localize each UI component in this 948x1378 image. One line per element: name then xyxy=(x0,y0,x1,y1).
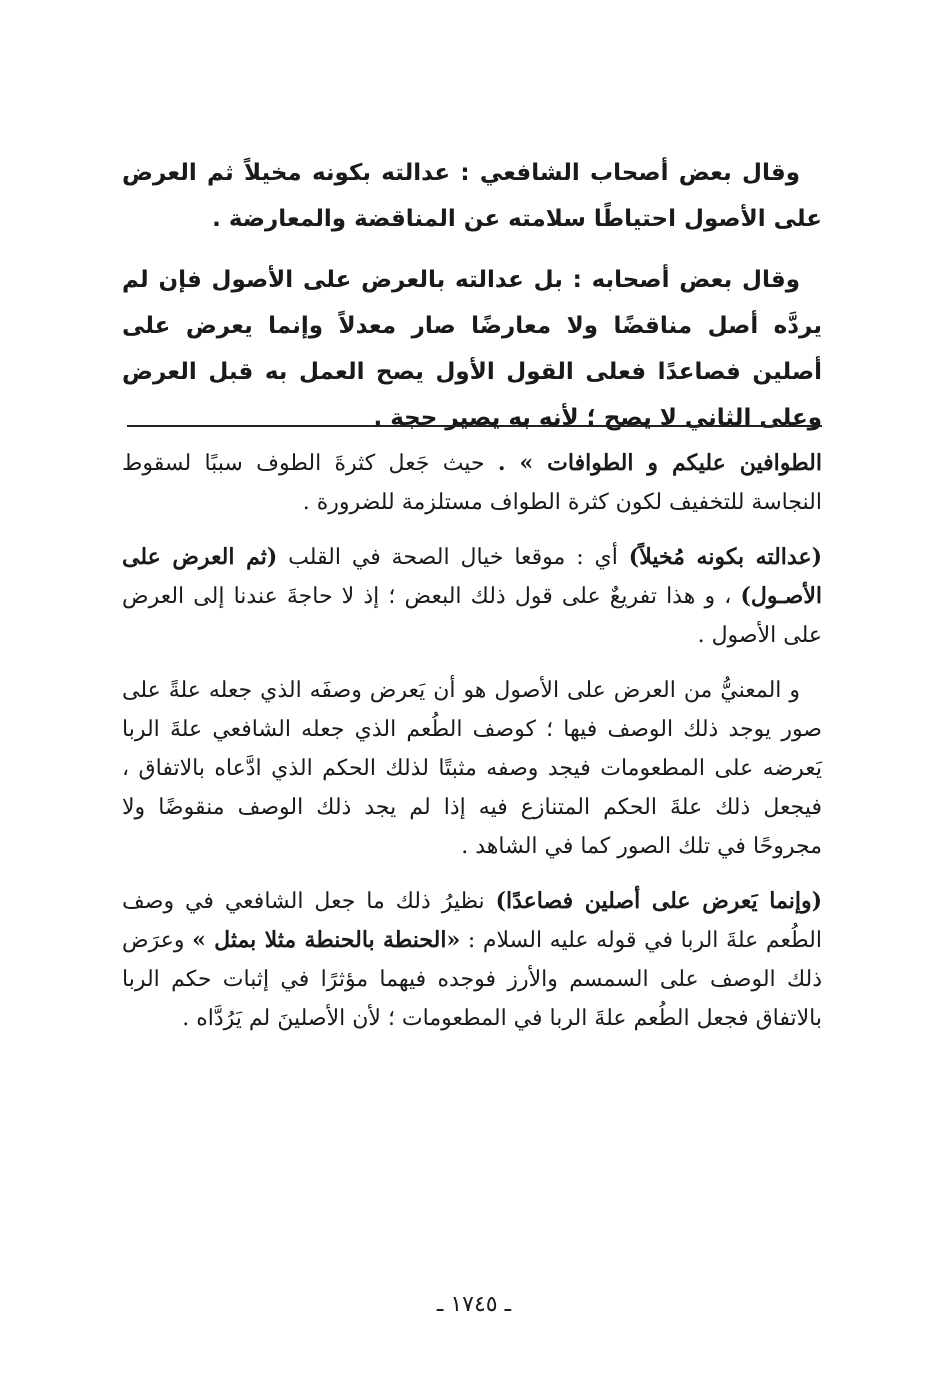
quoted-matn-phrase: (ثم العرض على الأصـول) xyxy=(122,544,822,609)
page-number: ـ ١٧٤٥ ـ xyxy=(436,1292,512,1317)
commentary xyxy=(122,444,822,1038)
commentary-text: وعرَض ذلك الوصف على السمسم والأرز فوجده فيهما مؤثرًا في إثبات حكم الربا بالاتفاق فجعل الطُعم علةَ الربا في المطعومات ؛ لأن الأصلينَ لم يَرُدَّاه . xyxy=(122,928,822,1031)
main-text-paragraph-2: وقال بعض أصحابه : بل عدالته بالعرض على الأصول فإن لم يردَّه أصل مناقضًا ولا معارضًا صار معدلاً وإنما يعرض على أصلين فصاعدًا فعلى القول الأول يصح العمل به قبل العرض وعلى الثاني لا يصح ؛ لأنه به يصير حجة . xyxy=(122,267,822,431)
footnote-divider xyxy=(127,425,822,427)
commentary-paragraph-2 xyxy=(122,538,822,655)
quoted-hadith-end: الطوافين عليكم و الطوافات » . xyxy=(497,450,822,476)
commentary-paragraph-3: و المعنيُّ من العرض على الأصول هو أن يَعرض وصفَه الذي جعله علةً على صور يوجد ذلك الوصف فيها ؛ كوصف الطُعم الذي جعله الشافعي علةَ الربا يَعرضه على المطعومات فيجد وصفه مثبتًا لذلك الحكم الذي ادَّعاه بالاتفاق ، فيجعل ذلك علةَ الحكم المتنازع فيه إذا لم يجد ذلك الوصف منقوضًا ولا مجروحًا في تلك الصور كما في الشاهد . xyxy=(122,678,822,859)
commentary-text: ، و هذا تفريعٌ على قول ذلك البعض ؛ إذ لا حاجةَ عندنا إلى العرض على الأصول . xyxy=(122,584,822,648)
commentary-text: حيث جَعل كثرةَ الطوف سببًا لسقوط النجاسة للتخفيف لكون كثرة الطواف مستلزمة للضرورة . xyxy=(122,451,822,515)
commentary-paragraph-4 xyxy=(122,882,822,1038)
commentary-paragraph-1 xyxy=(122,444,822,522)
commentary-text: أي : موقعا خيال الصحة في القلب xyxy=(277,545,629,570)
commentary-text: نظيرُ ذلك ما جعل الشافعي في وصف الطُعم علةَ الربا في قوله عليه السلام : xyxy=(122,889,822,953)
main-text-paragraph-1: وقال بعض أصحاب الشافعي : عدالته بكونه مخيلاً ثم العرض على الأصول احتياطًا سلامته عن المناقضة والمعارضة . xyxy=(122,160,822,232)
quoted-matn-phrase: (عدالته بكونه مُخيلاً) xyxy=(628,544,823,570)
quoted-matn-phrase: (وإنما يَعرض على أصلين فصاعدًا) xyxy=(495,888,822,914)
main-text xyxy=(122,150,822,441)
quoted-hadith: «الحنطة بالحنطة مثلا بمثل » xyxy=(192,927,461,953)
